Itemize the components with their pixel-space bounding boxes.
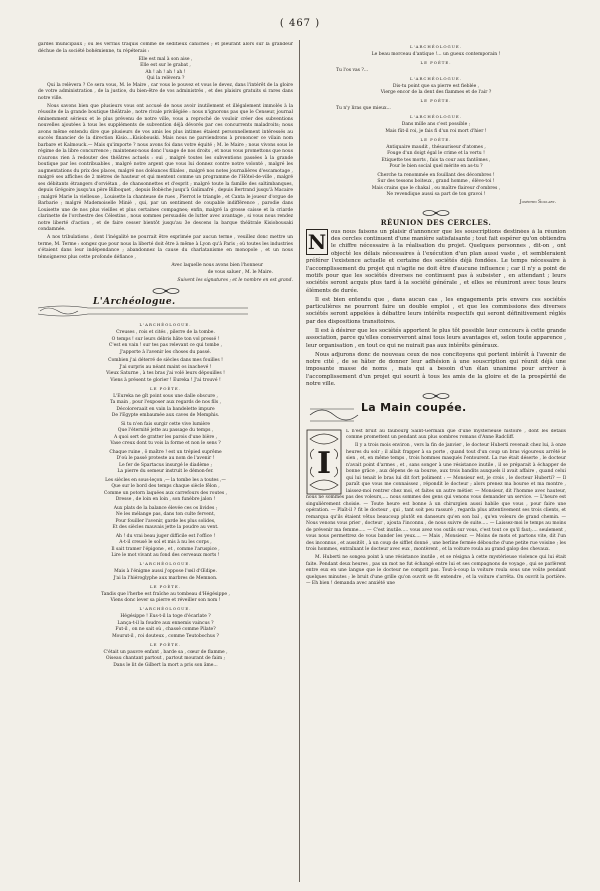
- reunion-title: RÉUNION DES CERCLES.: [380, 218, 492, 227]
- left-column: gardes municipaux ; ou les verrais traquis comme de séditieux caniches ; et pleurant alors sur la grandeur déchue de la société bohémienne, tu répéterais : Elle est mal à son aise , Elle est sur le grabat , Ah ! ah ! ah ! ah ! Qui la relèvera ? Qui la relèvera ? Ce sera vous, M. le Maire , car vous le pouvez et vous le devez, dans l'intérêt de la gloire de votre administration , de la justice, du bien-être de vos administrés , et des plaisirs gratuits si rares dans notre ville. Nous savons bien que plusieurs vous ont accusé de nous avoir inutilement et illégalement immolés à la réussite de la grande boutique théâtrale , notre rivale privilégiée : nous n'ignorons pas que le Censeur, journal éminemment sérieux et le plus prévenu de notre ville, vous a reproché de vouloir créer des subventions nouvelles ajoutées à tous les suppléments de subvention déjà dévorés par ces concurrents maladroits; nous avons même entendu dire que plusieurs de vos amis les plus intimes étaient personnellement intéressés au succès financier de la direction Kisio....Kisiobouski. Mais nous ne parviendrons à prononcer ce vilain nom barbare et Kalmouck.— Mais qu'importe ? nous avons foi dans votre équité ; M. le Maire ; nous vivons sous le régime de la libre concurrence ; maintenez-nous donc l'usage de nos droits , et nous vous promettons que nous n'aurons rien à redouter des théâtres actuels : oui , malgré toutes les subventions passées à la grande boutique par les contribuables , malgré notre argent que vous lui donnez contre notre volonté , malgré les augmentations du prix des places, malgré nos doléances filiales , malgré nos notes journalières d'escamotage , malgré ses affiches de 2 mètres de hauteur et qui mentent comme un programme de l'Hôtel-de-ville , malgré ses débitants étrangers d'orviétan , de chansonnettes et d'esprit ; malgré toute la famille des saltimbanques, depuis Grégoire jusqu'au père Bilboquet , depuis Bobèche jusqu'à Galimafré , depuis Bertrand jusqu'à Macaire ; malgré Marie la vielleuse , Louisette la chanteuse de rues , Pierrot le triangle , et Canta le joueur d'orgue de Barbarie ; malgré Mademoiselle Miniè , qui, par un sentiment de coupable indifférence , parodie dans Louisette une de nos plus vieilles et plus certaines compagnes; enfin, malgré la grosse caisse et la criarde clarinette de l'orchestre des Célestins , nous sommes persuadés de lutter avec avantage , si vous nous rendez notre liberté d'action , et de faire cesser bientôt jusqu'au 3e descens la barque théâtrale Kisiobousaki condamnée. A nos tribulations , dont l'inégalité ne pourrait être exprimée par aucun terme , veuillez donc mettre un terme, M. Terme : songez que pour nous la liberté doit être à même à Lyon qu'à Paris ; où toutes les industries s'étaient dans leur indépendance ; abandonnez la cause du charlatanisme en monopole , et un nous témoignerez plus cette profonde défiance , Avec laquelle nous avons bien l'honneur de vous saluer , M. le Maire. Suivent les signatures ; et le nombre en est grand. L'Archéologue. L'ARCHÉOLOGUE. Creuses , rois et cités , pilerre de la tombe. O temps ! sur leurs débris hâte ton vol pressé ! C'est en vain ! sur tes pas relevant ce qui tombe , J'apporte à l'avenir les choses du passé. Combien j'ai déterré de siècles dans mes fouilles ! J'ai surpris au néant maint os inachevé ! Vieux Saturne , à tes bras j'ai volé leurs dépouilles ! Viens à présent te glorier ! Eureka ! J'ai trouvé ! LE POÈTE. L'Eureka ne gît point sous une dalle obscure , Ta main , pour l'exposer aux regards de nos fils , Décoloreraait en vain la bandelette impure De l'Egypte embaumée aux caves de Memphis. Si tu n'en fais surgir cette vive lumière Que l'éternité jette au passage du temps , A quoi sert de gratter les parois d'une bière , Vase creux dont tu vois la forme et non le sens ? Chaque ruine , ô maître ! est un trépied suprême D'où le passé proteste au nom de l'avenir ! Le fer de Spartacus insurgé le diadème ; La pierre du semeur instruit le démon-fer. Les siècles en sous-leçon ,— la tombe les a toutes ,— Que sur le bord des temps chaque siècle fêlon , Comme un potorn laquées aux carrefours des routes , Dresse , de loin en loin , son funèbre jalon ! Aux plats de la balance élevée ces os livides ; Ne les mélange pas, dans ton culte fervent, Pour fouiller l'avenir, garde les plus solides, Et des siècles mauvais jette la poudre au vent. Ah ! du vrai beau juger difficile est l'office ! A-t-il creusé le sol et mis à nu les corps , Il sait tramer l'épigone , et , comme l'aruspice , Lire le mot vivant au fond des cerveaux morts ! L'ARCHÉOLOGUE. Mais à l'énigme aussi j'oppose l'œil d'Œdipe. J'ai la l'hiéroglyphe aux marbres de Memnon. LE POÈTE. Tandis que l'herbe est fraîche au tombeau d'Hégésippe , Viens donc lever sa pierre et réveiller son nom ! L'ARCHÉOLOGUE. Hégésippe ! Eus-t-il la toge d'écarlate ? Lança-t-il la foudre aux ennemis vaincus ? Fut-il , on ne sait où , chassé comme Pilate? Mourut-il , roi douteux , comme Teutobochus ? LE POÈTE. C'était un pauvre enfant , barde sa , cœur de flamme , Oiseau chantant partout , partout mourant de faim ; Dans le lit de Gilbert la mort a pris son âme...: [38, 42, 293, 668]
- verse-refrain: Elle est mal à son aise , Elle est sur le grabat , Ah ! ah ! ah ! ah ! Qui la relèvera ?: [138, 56, 193, 81]
- stanza: Si tu n'en fais surgir cette vive lumière Que l'éternité jette au passage du temps , A quoi sert de gratter les parois d'une bière , Vase creux dont tu vois la forme et non le sens ?: [110, 421, 221, 446]
- paragraph: M. Huberti ne songea point à une résistance inutile , et se résigna à cette mystérieuse violence qui lui était faite. Pendant deux heures , pas un mot ne fut échangé entre lui et ses compagnons de voyage , qui se parlèrent entre eux en une langue que le docteur ne comprit pas. Tout-à-coup la voiture roula sous une voûte pendant quelques minutes ; le bruit d'une grille qu'on ouvrit se fit entendre , et la voiture s'arrêta. On ouvrit la portière. — Eh bien ! demanda avec anxiété une: [306, 555, 566, 587]
- ornate-dropcap: [306, 429, 342, 495]
- stanza: Les siècles en sous-leçon ,— la tombe les a toutes ,— Que sur le bord des temps chaque siècle fêlon , Comme un potorn laquées aux carrefours des routes , Dresse , de loin en loin , son funèbre jalon !: [103, 477, 228, 502]
- stanza: Aux plats de la balance élevée ces os livides ; Ne les mélange pas, dans ton culte fervent, Pour fouiller l'avenir, garde les plus solides, Et des siècles mauvais jette la poudre au vent.: [112, 505, 219, 530]
- page-number: ( 467 ): [279, 18, 321, 29]
- ornament-divider: [306, 210, 566, 216]
- stanza: Ah ! du vrai beau juger difficile est l'office ! A-t-il creusé le sol et mis à nu les corps , Il sait tramer l'épigone , et , comme l'aruspice , Lire le mot vivant au fond des cerveaux morts !: [111, 533, 220, 558]
- main-coupee-title: La Main coupée.: [361, 400, 467, 414]
- stanza: Creuses , rois et cités , pilerre de la tombe. O temps ! sur leurs débris hâte ton vol pressé ! C'est en vain ! sur tes pas relevant ce qui tombe , J'apporte à l'avenir les choses du passé.: [108, 330, 223, 355]
- signature-note: Suivent les signatures ; et le nombre en est grand.: [177, 277, 293, 283]
- paragraph: Nous savons bien que plusieurs vous ont accusé de nous avoir inutilement et illégalement immolés à la réussite de la grande boutique théâtrale , notre rivale privilégiée : nous n'ignorons pas que le Censeur, journal éminemment sérieux et le plus prévenu de notre ville, vous a reproché de vouloir créer des subventions nouvelles ajoutées à tous les suppléments de subvention déjà dévorés par ces concurrents maladroits; nous avons même entendu dire que plusieurs de vos amis les plus intimes étaient personnellement intéressés au succès financier de la direction Kisio....Kisiobouski. Mais nous ne parviendrons à prononcer ce vilain nom barbare et Kalmouck.— Mais qu'importe ? nous avons foi dans votre équité ; M. le Maire ; nous vivons sous le régime de la libre concurrence ; maintenez-nous donc l'usage de nos droits , et nous vous promettons que nous n'aurons rien à redouter des théâtres actuels : oui , malgré toutes les subventions passées à la grande boutique par les contribuables , malgré notre argent que vous lui donnez contre notre volonté , malgré les augmentations du prix des places, malgré nos doléances filiales , malgré nos notes journalières d'escamotage , malgré ses affiches de 2 mètres de hauteur et qui mentent comme un programme de l'Hôtel-de-ville , malgré ses débitants étrangers d'orviétan , de chansonnettes et d'esprit ; malgré toute la famille des saltimbanques, depuis Grégoire jusqu'au père Bilboquet , depuis Bobèche jusqu'à Galimafré , depuis Bertrand jusqu'à Macaire ; malgré Marie la vielleuse , Louisette la chanteuse de rues , Pierrot le triangle , et Canta le joueur d'orgue de Barbarie ; malgré Mademoiselle Miniè , qui, par un sentiment de coupable indifférence , parodie dans Louisette une de nos plus vieilles et plus certaines compagnes; enfin, malgré la grosse caisse et la criarde clarinette de l'orchestre des Célestins , nous sommes persuadés de lutter avec avantage , si vous nous rendez notre liberté d'action , et de faire cesser bientôt jusqu'au 3e descens la barque théâtrale Kisiobousaki condamnée.: [38, 103, 293, 232]
- ornament-divider: [306, 393, 566, 399]
- paragraph: Nous adjurons donc de nouveau ceux de nos concitoyens qui portent intérêt à l'avenir de notre cité , de se hâter de donner leur adhésion à une souscription qui réunit déjà une imposante masse de noms , mais qui a besoin d'un élan unanime pour arriver à l'accomplissement d'un projet qui sourit à tous les amis de la gloire et de la prospérité de notre ville.: [306, 351, 566, 388]
- closing-line-2: de vous saluer , M. le Maire.: [207, 270, 273, 275]
- paragraph: Il est à désirer que les sociétés apportent le plus tôt possible leur concours à cette grande association, parce qu'elles conserveront ainsi tous leurs avantages et, selon toute apparence , leur organisation , en tout ce qui ne nuirait pas aux intérêts généraux.: [306, 327, 566, 349]
- stanza: Chaque ruine , ô maître ! est un trépied suprême D'où le passé proteste au nom de l'avenir ! Le fer de Spartacus insurgé le diadème ; La pierre du semeur instruit le démon-fer.: [109, 449, 222, 474]
- stanza: Hégésippe ! Eus-t-il la toge d'écarlate ? Lança-t-il la foudre aux ennemis vaincus ? Fut-il , on ne sait où , chassé comme Pilate? Mourut-il , roi douteux , comme Teutobochus ?: [112, 614, 219, 639]
- stanza: L'Eureka ne gît point sous une dalle obscure , Ta main , pour l'exposer aux regards de nos fils , Décoloreraait en vain la bandelette impure De l'Egypte embaumée aux caves de Memphis.: [109, 393, 222, 418]
- stanza: Tandis que l'herbe est fraîche au tombeau d'Hégésippe , Viens donc lever sa pierre et réveiller son nom !: [101, 591, 230, 603]
- paragraph: L n'est bruit au faubourg Saint-Germain que d'une mystérieuse histoire , dont les détails comme promettent un pendant aux plus sombres romans d'Anne Radcliff.: [346, 428, 566, 441]
- intro-paragraph: gardes municipaux ; ou les verrais traquis comme de séditieux caniches ; et pleurant alors sur la grandeur déchue de la société bohémienne, tu répéterais :: [38, 42, 293, 54]
- reunion-dropcap: N: [307, 229, 327, 254]
- right-column: L'ARCHÉOLOGUE. Le beau morceau d'antique !... un gueux contemporain ! LE POÈTE. Tu l'os vas ?... L'ARCHÉOLOGUE. Dis-tu point que sa pierre est fieblée , Vierge encor de la dent des flammes et de l'air ? LE POÈTE. Tu n'y liras que mieux... L'ARCHÉOLOGUE. Dans mille ans c'est possible ; Mais fût-il roi, je fais fi d'un roi mort d'hier ! LE POÈTE. Antiquaire maudit , thésauriseur d'atomes , Fouge d'un doigt égal le crime et la vertu ! Etiquette tes morts , fais ta cour aux fantômes , Pour le bien social quel mérite en as-tu ? Cherche ta renommée en fouillant des décombres ! Sur des tessons boiteux , grand homme , élève-toi ! Mais crains que le chakal , ou maître flaireur d'ombres , Ne revendique aussi sa part de ton gravoi ! Joséphin Soulary. RÉUNION DES CERCLES. N ous nous faisons un plaisir d'annoncer que les souscriptions destinées à la réunion des cercles continuent d'une manière satisfaisante ; tout fait espérer qu'on obtiendra le chiffre nécessaire à la réalisation du projet. Quelques personnes , dit-on , ont objecté les délais nécessaires à l'exécution d'un plan aussi vaste , et sembleraient préférer l'existence actuelle et certaine des sociétés déjà fondées. Le temps nécessaire à l'accomplissement du projet qui n'agite ne doit être d'aucune influence ; car il n'y a point de motifs pour que les sociétés diverses ne continuent pas à subsister , en attendant ; leurs sociétés seront acquis plus tard à la société générale , et elles se réuniront avec tous leurs éléments de durée. Il est bien entendu que , dans aucun cas , les engagements pris envers ces sociétés particulières ne pourront faire un double emploi , et que les commissions des diverses sociétés seront appelées à débattre leurs intérêts respectifs qui seront définitivement réglés par des dispositions transitoires. Il est à désirer que les sociétés apportent le plus tôt possible leur concours à cette grande association, parce qu'elles conserveront ainsi tous leurs avantages et, selon toute apparence , leur organisation , en tout ce qui ne nuirait pas aux intérêts généraux. Nous adjurons donc de nouveau ceux de nos concitoyens qui portent intérêt à l'avenir de notre cité , de se hâter de donner leur adhésion à une souscription qui réunit déjà une imposante masse de noms , mais qui a besoin d'un élan unanime pour arriver à l'accomplissement d'un projet qui sourit à tous les amis de la gloire et de la prospérité de notre ville. La Main coupée. I L n'est bruit au faubourg Saint-Germain que d'une mystérieuse histoire , dont les détails comme promettent un pendant aux plus sombres romans d'Anne Radcliff. Il y a trois mois environ , vers la fin de janvier , le docteur Huberti revenait chez lui, à onze heures du soir ; il allait frapper à sa porte , quand tout d'un coup un bras vigoureux arrêté le sien , et, en même temps , trois hommes masqués l'entourent. La rue était déserte , le docteur n'avait point d'armes , et , sans songer à une résistance inutile , il se préparait à échapper de bonne grâce , aux dépens de sa bourse, aux trois bandits auxquels il avait affaire , quand celui qui lui tenait le bras lui dit fort poliment : — Monsieur est, je crois , le docteur Huberti? — Il paraît que vous me connaissez , répondit le docteur ; alors prenez ma bourse et ma montre , laissez-moi rentrer chez moi, et faites un autre métier. — Monsieur, dit l'homme avec hauteur, nous ne sommes pas des voleurs,.... nous sommes des gens qui venons vous demander un service. — L'heure est singulièrement choisie. — Toute heure est bonne à un chirurgien aussi habile que vous , pour faire une opération. — Plaît-il ? fit le docteur , qui , tant soit peu rassuré , regarda plus attentivement ses trois clients, et remarqua qu'ils étaient vêtus beaucoup plutôt en danseurs qu'en son bal , qu'en voleurs de grand chemin. — Nous venons vous prier , docteur , ajouta l'inconnu , de nous suivre de suite..... — Laissez-moi le temps au moins de prévenir ma femme..... — C'est inutile..... vous avez vos outils sur vous, c'est tout ce qu'il faut;.... seulement , vous nous permettrez de vous bander les yeux.... — Mais , Monsieur. — Moins de mots et partons vite, dit l'un des inconnus , et aussitôt , à un coup de sifflet donné , une berline fermée débouche d'une petite rue voisine ; les trois hommes, entraînant le docteur avec eux , montèrent , et la voiture roula au grand galop des chevaux. M. Huberti ne songea point à une résistance inutile , et se résigna à cette mystérieuse violence qui lui était faite. Pendant deux heures , pas un mot ne fut échangé entre lui et ses compagnons de voyage , qui se parlèrent entre eux en une langue que le docteur ne comprit pas. Tout-à-coup la voiture roula sous une voûte pendant quelques minutes ; le bruit d'une grille qu'on ouvrit se fit entendre , et la voiture s'arrêta. On ouvrit la portière. — Eh bien ! demanda avec anxiété une: [306, 43, 566, 587]
- paragraph: ous nous faisons un plaisir d'annoncer que les souscriptions destinées à la réunion des cercles continuent d'une manière satisfaisante ; tout fait espérer qu'on obtiendra le chiffre nécessaire à la réalisation du projet. Quelques personnes , dit-on , ont objecté les délais nécessaires à l'exécution d'un plan aussi vaste , et sembleraient préférer l'existence actuelle et certaine des sociétés déjà fondées. Le temps nécessaire à l'accomplissement du projet qui n'agite ne doit être d'aucune influence ; car il n'y a point de motifs pour que les sociétés diverses ne continuent pas à subsister , en attendant ; leurs sociétés seront acquis plus tard à la société générale , et elles se réuniront avec tous leurs éléments de durée.: [306, 228, 566, 294]
- column-divider: [299, 40, 300, 882]
- ornament-divider: [38, 288, 293, 294]
- dropcap-letter: I: [316, 445, 332, 481]
- paragraph: Il est bien entendu que , dans aucun cas , les engagements pris envers ces sociétés particulières ne pourront faire un double emploi , et que les commissions des diverses sociétés seront appelées à débattre leurs intérêts respectifs qui seront définitivement réglés par des dispositions transitoires.: [306, 296, 566, 325]
- closing-line: Avec laquelle nous avons bien l'honneur: [171, 262, 263, 268]
- stanza: C'était un pauvre enfant , barde sa , cœur de flamme , Oiseau chantant partout , partout mourant de faim ; Dans le lit de Gilbert la mort a pris son âme...: [103, 649, 228, 668]
- main-coupee-header: [306, 400, 566, 427]
- poem-signature: Joséphin Soulary.: [519, 199, 556, 205]
- paragraph: A nos tribulations , dont l'inégalité ne pourrait être exprimée par aucun terme , veuillez donc mettre un terme, M. Terme : songez que pour nous la liberté doit être à même à Lyon qu'à Paris ; où toutes les industries s'étaient dans leur indépendance ; abandonnez la cause du charlatanisme en monopole , et un nous témoignerez plus cette profonde défiance ,: [38, 235, 293, 260]
- archeologue-header: [38, 298, 293, 320]
- paragraph: Qui la relèvera ? Ce sera vous, M. le Maire , car vous le pouvez et vous le devez, dans l'intérêt de la gloire de votre administration , de la justice, du bien-être de vos administrés , et des plaisirs gratuits si rares dans notre ville.: [38, 82, 293, 101]
- archeologue-title: L'Archéologue.: [93, 297, 176, 307]
- stanza: Mais à l'énigme aussi j'oppose l'œil d'Œdipe. J'ai la l'hiéroglyphe aux marbres de Memnon.: [113, 569, 218, 581]
- stanza: Combien j'ai déterré de siècles dans mes fouilles ! J'ai surpris au néant maint os inachevé ! Vieux Saturne , à tes bras j'ai volé leurs dépouilles ! Viens à présent te glorier ! Eureka ! J'ai trouvé !: [106, 358, 225, 383]
- paragraph: Il y a trois mois environ , vers la fin de janvier , le docteur Huberti revenait chez lui, à onze heures du soir ; il allait frapper à sa porte , quand tout d'un coup un bras vigoureux arrêté le sien , et, en même temps , trois hommes masqués l'entourent. La rue était déserte , le docteur n'avait point d'armes , et , sans songer à une résistance inutile , il se préparait à échapper de bonne grâce , aux dépens de sa bourse, aux trois bandits auxquels il avait affaire , quand celui qui lui tenait le bras lui dit fort poliment : — Monsieur est, je crois , le docteur Huberti? — Il paraît que vous me connaissez , répondit le docteur ; alors prenez ma bourse et ma montre , laissez-moi rentrer chez moi, et faites un autre métier. — Monsieur, dit l'homme avec hauteur, nous ne sommes pas des voleurs,.... nous sommes des gens qui venons vous demander un service. — L'heure est singulièrement choisie. — Toute heure est bonne à un chirurgien aussi habile que vous , pour faire une opération. — Plaît-il ? fit le docteur , qui , tant soit peu rassuré , regarda plus attentivement ses trois clients, et remarqua qu'ils étaient vêtus beaucoup plutôt en danseurs qu'en son bal , qu'en voleurs de grand chemin. — Nous venons vous prier , docteur , ajouta l'inconnu , de nous suivre de suite..... — Laissez-moi le temps au moins de prévenir ma femme..... — C'est inutile..... vous avez vos outils sur vous, c'est tout ce qu'il faut;.... seulement , vous nous permettrez de vous bander les yeux.... — Mais , Monsieur. — Moins de mots et partons vite, dit l'un des inconnus , et aussitôt , à un coup de sifflet donné , une berline fermée débouche d'une petite rue voisine ; les trois hommes, entraînant le docteur avec eux , montèrent , et la voiture roula au grand galop des chevaux.: [306, 443, 566, 553]
